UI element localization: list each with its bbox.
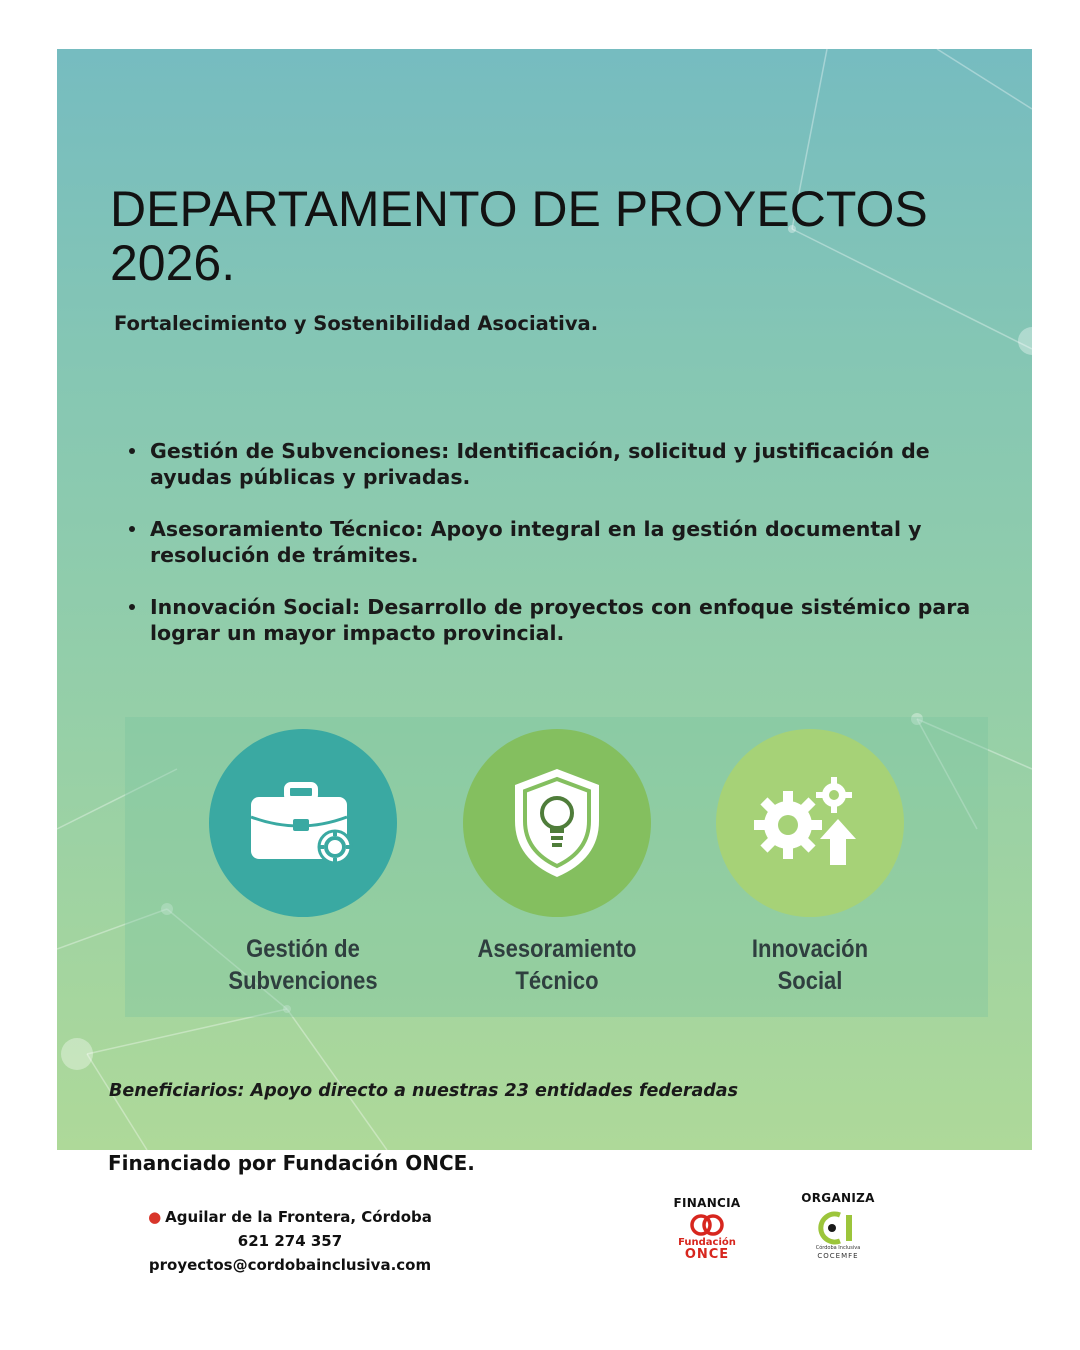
once-logo-line1: Fundación (678, 1237, 736, 1248)
email-link[interactable]: proyectos@cordobainclusiva.com (148, 1256, 432, 1274)
location-pin-icon: ● (148, 1208, 162, 1226)
organiza-small-text: Córdoba Inclusiva (815, 1245, 861, 1251)
list-item: Asesoramiento Técnico: Apoyo integral en la gestión documental y resolución de trámites. (150, 516, 990, 568)
icon-circle-subvenciones (209, 729, 397, 917)
fundacion-once-logo-icon (687, 1213, 727, 1237)
phone-number[interactable]: 621 274 357 (237, 1232, 343, 1250)
once-logo-line2: ONCE (684, 1247, 730, 1262)
page-subtitle: Fortalecimiento y Sostenibilidad Asociativa. (114, 312, 599, 335)
icon-circle-innovacion (716, 729, 904, 917)
icon-label-subvenciones: Gestión de Subvenciones (228, 935, 378, 995)
flyer-panel (57, 49, 1032, 1150)
financia-caption: FINANCIA (673, 1196, 741, 1207)
list-item: Gestión de Subvenciones: Identificación, solicitud y justificación de ayudas públicas y privadas. (150, 438, 990, 490)
cocemfe-text: COCEMFE (817, 1252, 859, 1260)
icon-card-subvenciones (178, 729, 428, 997)
gears-arrow-icon (750, 773, 870, 873)
organiza-logo-block (796, 1191, 880, 1261)
organiza-caption: ORGANIZA (801, 1191, 875, 1205)
beneficiarios-note: Beneficiarios: Apoyo directo a nuestras 23 entidades federadas (109, 1081, 739, 1101)
icon-card-asesoramiento (432, 729, 682, 997)
service-icons-strip (125, 717, 988, 1017)
page-title: DEPARTAMENTO DE PROYECTOS 2026. (110, 181, 928, 291)
icon-card-innovacion (685, 729, 935, 997)
services-list (150, 438, 990, 672)
address-text: Aguilar de la Frontera, Córdoba (165, 1208, 432, 1226)
icon-label-innovacion: Innovación Social (751, 935, 869, 995)
contact-block (130, 1205, 450, 1277)
briefcase-gear-icon (243, 773, 363, 873)
cordoba-inclusiva-logo-icon (818, 1211, 858, 1245)
financia-logo-block (664, 1196, 750, 1261)
icon-label-asesoramiento: Asesoramiento Técnico (477, 935, 637, 995)
list-item: Innovación Social: Desarrollo de proyectos con enfoque sistémico para lograr un mayor impacto provincial. (150, 594, 990, 646)
shield-lightbulb-icon (507, 763, 607, 883)
funding-statement: Financiado por Fundación ONCE. (108, 1151, 475, 1175)
icon-circle-asesoramiento (463, 729, 651, 917)
address-line (130, 1205, 450, 1229)
